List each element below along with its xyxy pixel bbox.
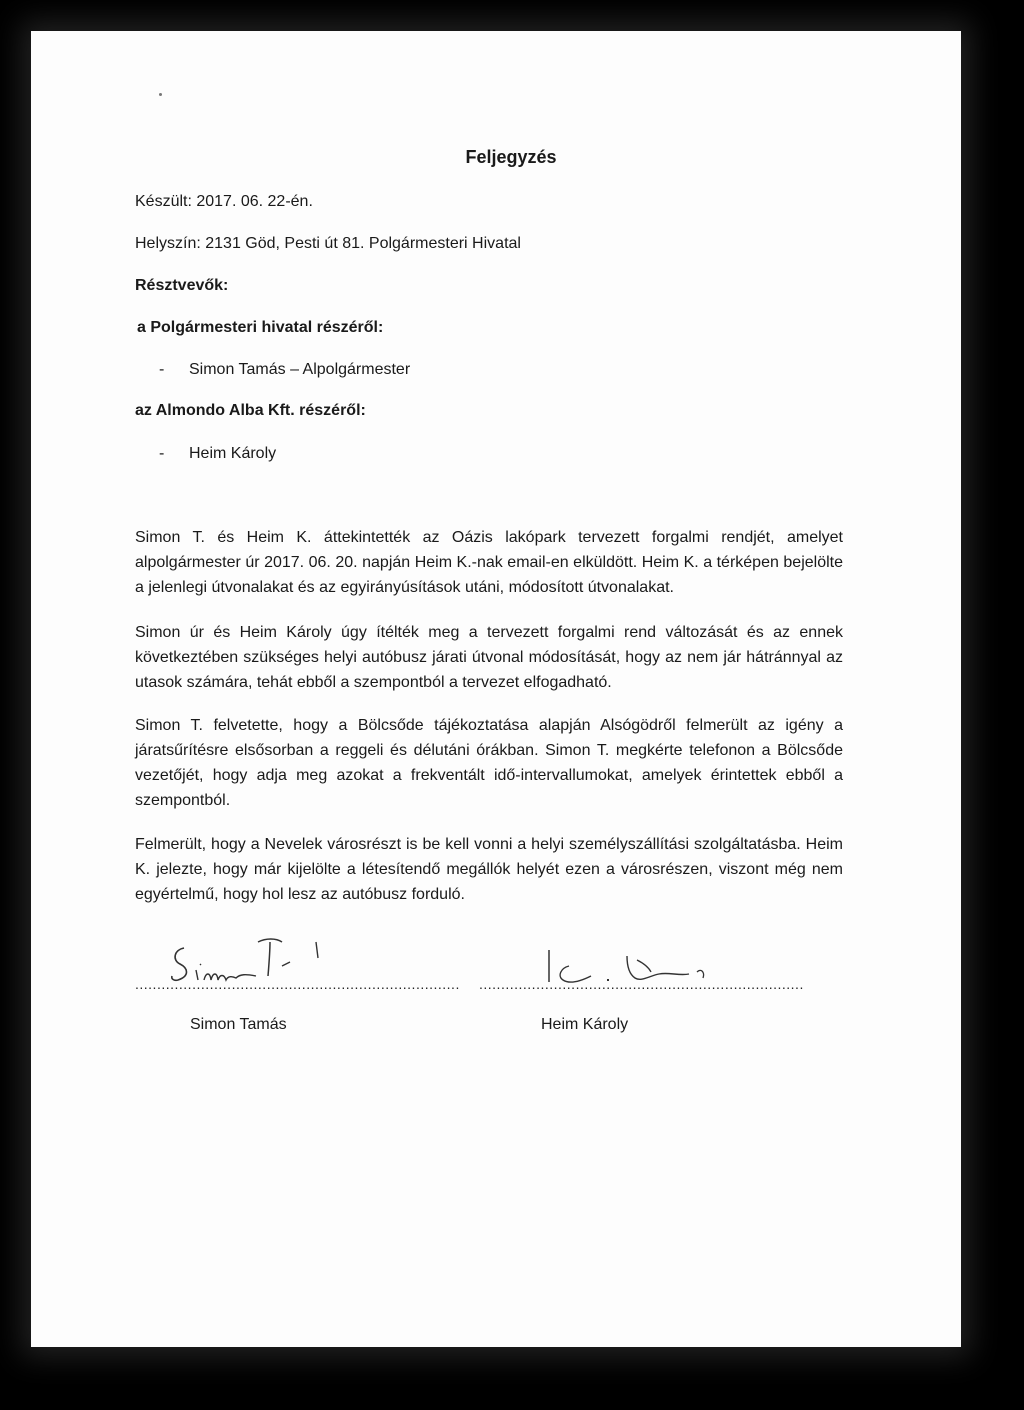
paragraph: Simon T. és Heim K. áttekintették az Oázis lakópark tervezett forgalmi rendjét, amelyet alpolgármester úr 2017. 06. 20. napján Heim K.-nak email-en elküldött. Heim K. a térképen bejelölte a jelenlegi útvonalakat és az egyirányúsítások utáni, módosított útvonalakat. <box>135 529 843 596</box>
list-dash: - <box>159 445 165 462</box>
member-name: Simon Tamás – Alpolgármester <box>189 361 411 378</box>
paragraph: Simon T. felvetette, hogy a Bölcsőde tájékoztatása alapján Alsógödről felmerült az igény a járatsűrítésre elsősorban a reggeli és délutáni órákban. Simon T. megkérte telefonon a Bölcsőde vezetőjét, hogy adja meg azokat a frekventált idő-intervallumokat, amelyek érintettek ebből a szempontból. <box>135 717 843 809</box>
list-dash: - <box>159 361 165 378</box>
signature-line-left: .......................................................................... <box>135 976 460 992</box>
company-group-label: az Almondo Alba Kft. részéről: <box>135 402 366 419</box>
document-title: Feljegyzés <box>465 147 557 167</box>
signer-name-right: Heim Károly <box>541 1016 629 1033</box>
document-page <box>31 31 961 1347</box>
location-line: Helyszín: 2131 Göd, Pesti út 81. Polgármesteri Hivatal <box>135 235 521 252</box>
signer-name-left: Simon Tamás <box>190 1016 287 1033</box>
company-member <box>159 444 276 464</box>
member-name: Heim Károly <box>189 445 277 462</box>
signature-line-right: .......................................................................... <box>479 976 804 992</box>
scan-speck <box>159 93 162 96</box>
prepared-date: Készült: 2017. 06. 22-én. <box>135 193 313 210</box>
paragraph: Felmerült, hogy a Nevelek városrészt is be kell vonni a helyi személyszállítási szolgáltatásba. Heim K. jelezte, hogy már kijelölte a létesítendő megállók helyét ezen a városrészen, viszont még nem egyértelmű, hogy hol lesz az autóbusz forduló. <box>135 836 843 903</box>
paragraph: Simon úr és Heim Károly úgy ítélték meg a tervezett forgalmi rend változását és az ennek következtében szükséges helyi autóbusz járati útvonal módosítását, hogy az nem jár hátránnyal az utasok számára, tehát ebből a szempontból a tervezet elfogadható. <box>135 624 843 691</box>
office-member <box>159 360 410 380</box>
office-group-label: a Polgármesteri hivatal részéről: <box>137 319 384 336</box>
participants-heading: Résztvevők: <box>135 277 229 294</box>
